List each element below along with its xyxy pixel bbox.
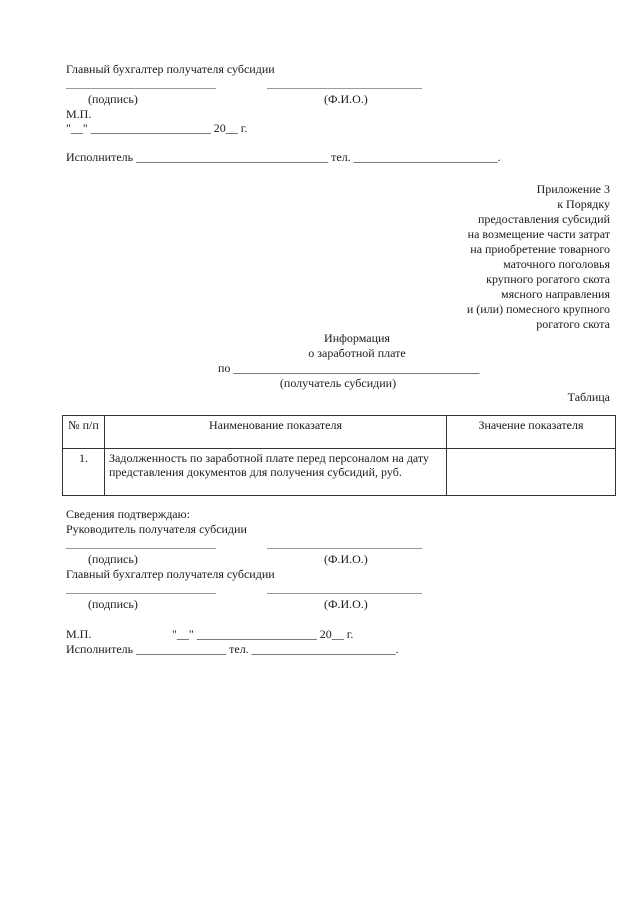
appendix-line: Приложение 3 (536, 182, 610, 196)
confirm-label: Сведения подтверждаю: (66, 507, 190, 521)
table-row (63, 449, 616, 496)
table-header-row (63, 416, 616, 449)
row-number-cell: 1. (63, 449, 105, 496)
appendix-line: мясного направления (500, 287, 610, 301)
date-line: "__" ____________________ 20__ г. (172, 627, 354, 641)
appendix-line: на приобретение товарного (470, 242, 610, 256)
fio-caption: (Ф.И.О.) (324, 597, 368, 611)
executor-line: Исполнитель ________________________________ тел. ________________________. (66, 150, 501, 164)
document-subtitle: о заработной плате (308, 346, 406, 360)
signature-caption: (подпись) (88, 92, 138, 106)
appendix-line: предоставления субсидий (477, 212, 610, 226)
chief-accountant-label: Главный бухгалтер получателя субсидии (66, 62, 275, 76)
appendix-line: и (или) помесного крупного (466, 302, 610, 316)
signature-line (66, 593, 216, 594)
appendix-line: маточного поголовья (503, 257, 610, 271)
table-label: Таблица (567, 390, 610, 404)
appendix-line: на возмещение части затрат (467, 227, 610, 241)
head-label: Руководитель получателя субсидии (66, 522, 247, 536)
signature-line (66, 548, 216, 549)
signature-caption: (подпись) (88, 597, 138, 611)
indicator-table (62, 415, 616, 496)
stamp-place-label: М.П. (66, 627, 92, 641)
chief-accountant-label: Главный бухгалтер получателя субсидии (66, 567, 275, 581)
indicator-value-cell[interactable] (447, 449, 616, 496)
fio-line (267, 88, 422, 89)
fio-caption: (Ф.И.О.) (324, 92, 368, 106)
fio-line (267, 593, 422, 594)
date-line: "__" ____________________ 20__ г. (66, 121, 248, 135)
recipient-caption: (получатель субсидии) (279, 376, 397, 390)
appendix-line: рогатого скота (536, 317, 610, 331)
stamp-place-label: М.П. (66, 107, 92, 121)
signature-line (66, 88, 216, 89)
appendix-line: крупного рогатого скота (486, 272, 610, 286)
recipient-line: по _________________________________________ (218, 361, 480, 375)
column-header-indicator-value: Значение показателя (447, 416, 616, 449)
fio-line (267, 548, 422, 549)
column-header-indicator-name: Наименование показателя (105, 416, 447, 449)
signature-caption: (подпись) (88, 552, 138, 566)
executor-line: Исполнитель _______________ тел. ________________________. (66, 642, 399, 656)
indicator-name-cell: Задолженность по заработной плате перед персоналом на дату представления документов для получения субсидий, руб. (105, 449, 447, 496)
fio-caption: (Ф.И.О.) (324, 552, 368, 566)
document-title: Информация (324, 331, 390, 345)
appendix-line: к Порядку (557, 197, 610, 211)
column-header-number: № п/п (63, 416, 105, 449)
